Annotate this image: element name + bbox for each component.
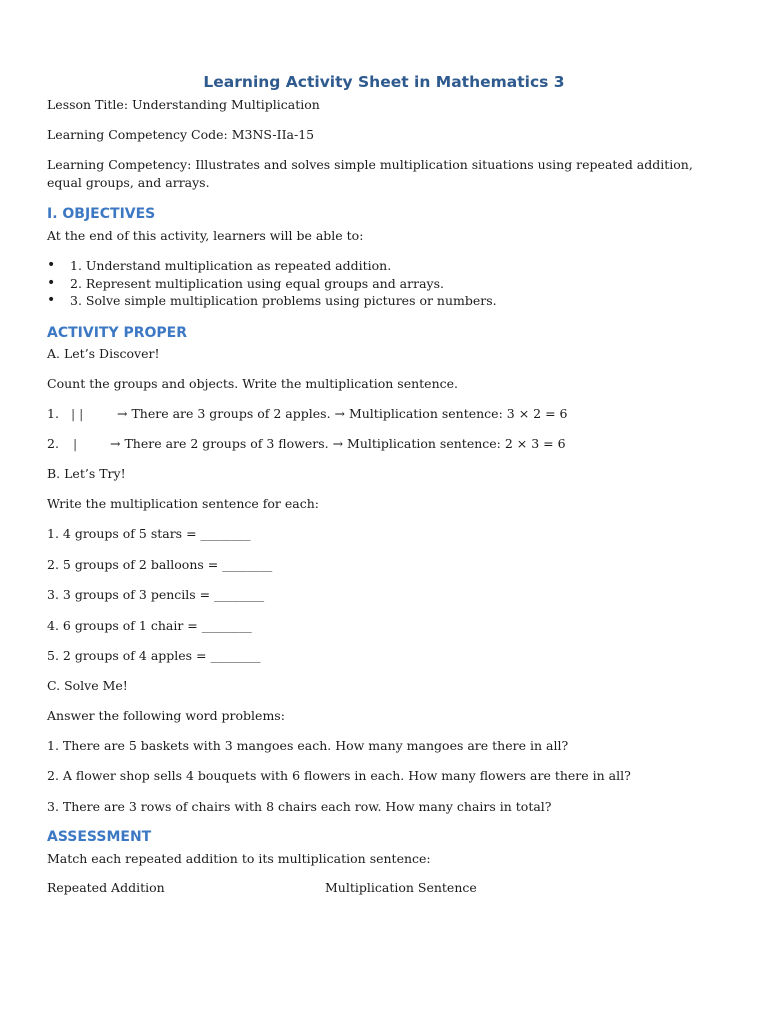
try-label: B. Let’s Try! (47, 466, 126, 481)
word-problem: 3. There are 3 rows of chairs with 8 chairs each row. How many chairs in total? (47, 799, 552, 814)
try-item: 5. 2 groups of 4 apples = ________ (47, 648, 261, 663)
try-item: 3. 3 groups of 3 pencils = ________ (47, 587, 265, 602)
discover-item-number: 2. (47, 436, 59, 451)
discover-instruction: Count the groups and objects. Write the multiplication sentence. (47, 376, 458, 391)
discover-item-text: → There are 3 groups of 2 apples. → Multiplication sentence: 3 × 2 = 6 (117, 406, 568, 421)
assessment-instruction: Match each repeated addition to its multiplication sentence: (47, 851, 431, 866)
learning-competency: Learning Competency: Illustrates and solves simple multiplication situations using repeated addition, equal groups, and arrays. (47, 157, 693, 190)
discover-item (47, 435, 566, 453)
worksheet-title: Learning Activity Sheet in Mathematics 3 (203, 73, 565, 91)
missing-image-placeholder: | | (71, 406, 84, 421)
discover-item-number: 1. (47, 406, 59, 421)
assessment-heading: ASSESSMENT (47, 829, 152, 845)
discover-item-text: → There are 2 groups of 3 flowers. → Multiplication sentence: 2 × 3 = 6 (110, 436, 566, 451)
column-header-repeated-addition: Repeated Addition (47, 880, 165, 895)
try-item: 2. 5 groups of 2 balloons = ________ (47, 557, 273, 572)
discover-item (47, 405, 567, 423)
word-problem: 2. A flower shop sells 4 bouquets with 6 flowers in each. How many flowers are there in all? (47, 768, 631, 783)
lesson-title: Lesson Title: Understanding Multiplication (47, 97, 320, 112)
activity-heading: ACTIVITY PROPER (47, 325, 188, 341)
try-item: 4. 6 groups of 1 chair = ________ (47, 618, 252, 633)
objective-item: • 1. Understand multiplication as repeated addition. (47, 257, 497, 275)
objective-item: • 2. Represent multiplication using equal groups and arrays. (47, 275, 497, 293)
competency-code: Learning Competency Code: M3NS-IIa-15 (47, 127, 315, 142)
objectives-intro: At the end of this activity, learners will be able to: (47, 228, 364, 243)
solve-instruction: Answer the following word problems: (47, 708, 285, 723)
word-problem: 1. There are 5 baskets with 3 mangoes each. How many mangoes are there in all? (47, 738, 569, 753)
try-instruction: Write the multiplication sentence for each: (47, 496, 319, 511)
discover-label: A. Let’s Discover! (47, 346, 160, 361)
objective-item: • 3. Solve simple multiplication problems using pictures or numbers. (47, 292, 497, 310)
objectives-list (47, 257, 497, 310)
try-item: 1. 4 groups of 5 stars = ________ (47, 526, 251, 541)
solve-label: C. Solve Me! (47, 678, 128, 693)
column-header-multiplication-sentence: Multiplication Sentence (325, 880, 477, 895)
missing-image-placeholder: | (73, 436, 78, 451)
objectives-heading: I. OBJECTIVES (47, 206, 156, 222)
